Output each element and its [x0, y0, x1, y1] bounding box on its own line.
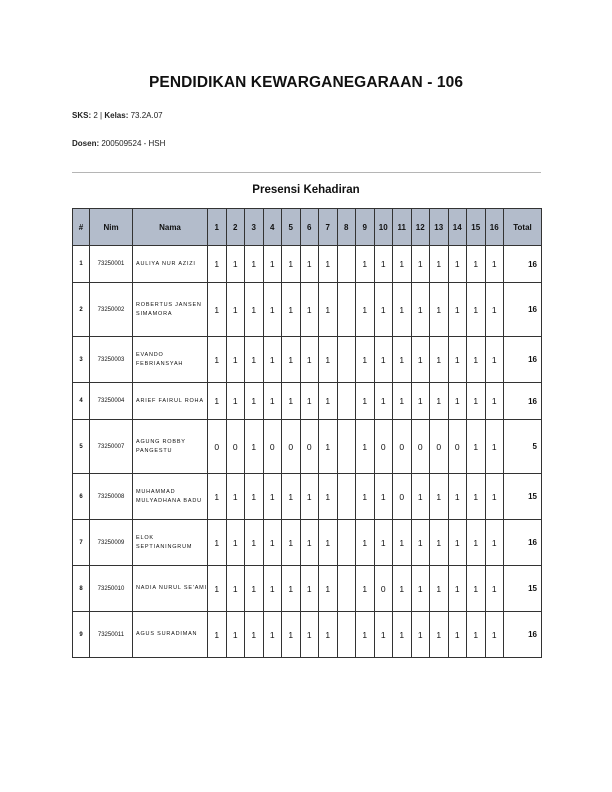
attendance-cell: 1 — [245, 283, 264, 337]
student-nim: 73250008 — [90, 474, 133, 520]
attendance-cell: 1 — [226, 383, 245, 420]
student-nim: 73250004 — [90, 383, 133, 420]
attendance-cell: 0 — [300, 420, 319, 474]
student-name: MUHAMMAD MULYADHANA BADU — [133, 474, 208, 520]
column-header: Nama — [133, 209, 208, 246]
attendance-cell: 1 — [356, 566, 375, 612]
student-nim: 73250002 — [90, 283, 133, 337]
student-name: AULIYA NUR AZIZI — [133, 246, 208, 283]
attendance-cell: 1 — [430, 383, 449, 420]
attendance-cell: 1 — [226, 283, 245, 337]
column-header: 5 — [282, 209, 301, 246]
attendance-cell: 1 — [411, 283, 430, 337]
attendance-total: 15 — [504, 474, 542, 520]
row-number: 8 — [73, 566, 90, 612]
attendance-cell: 0 — [411, 420, 430, 474]
column-header: # — [73, 209, 90, 246]
attendance-cell: 1 — [374, 474, 393, 520]
attendance-cell: 1 — [393, 383, 412, 420]
dosen-label: Dosen: — [72, 139, 100, 148]
attendance-cell: 1 — [300, 383, 319, 420]
attendance-cell: 1 — [300, 566, 319, 612]
attendance-cell: 0 — [263, 420, 282, 474]
attendance-cell: 1 — [300, 474, 319, 520]
column-header: Nim — [90, 209, 133, 246]
row-number: 5 — [73, 420, 90, 474]
dosen-value: 200509524 - HSH — [99, 139, 166, 148]
table-row — [73, 383, 542, 420]
row-number: 4 — [73, 383, 90, 420]
table-row — [73, 612, 542, 658]
attendance-cell — [337, 566, 356, 612]
student-nim: 73250003 — [90, 337, 133, 383]
attendance-cell: 1 — [226, 612, 245, 658]
attendance-cell: 1 — [208, 520, 227, 566]
attendance-cell: 1 — [282, 520, 301, 566]
attendance-cell: 1 — [245, 474, 264, 520]
attendance-cell: 1 — [226, 566, 245, 612]
column-header: 2 — [226, 209, 245, 246]
attendance-cell: 1 — [208, 383, 227, 420]
attendance-cell: 1 — [263, 612, 282, 658]
attendance-cell: 1 — [356, 520, 375, 566]
attendance-cell: 1 — [300, 337, 319, 383]
attendance-cell: 1 — [300, 283, 319, 337]
student-name: EVANDO FEBRIANSYAH — [133, 337, 208, 383]
attendance-cell: 1 — [411, 474, 430, 520]
column-header: 11 — [393, 209, 412, 246]
attendance-cell: 1 — [430, 520, 449, 566]
attendance-cell: 1 — [467, 566, 486, 612]
attendance-cell: 1 — [319, 566, 338, 612]
attendance-cell: 1 — [263, 566, 282, 612]
attendance-cell: 1 — [226, 337, 245, 383]
attendance-total: 16 — [504, 612, 542, 658]
attendance-cell — [337, 246, 356, 283]
attendance-cell: 1 — [467, 246, 486, 283]
attendance-cell: 1 — [263, 337, 282, 383]
attendance-cell: 1 — [263, 283, 282, 337]
attendance-cell: 1 — [485, 474, 504, 520]
attendance-cell: 1 — [467, 337, 486, 383]
attendance-cell: 1 — [245, 246, 264, 283]
table-row — [73, 337, 542, 383]
attendance-cell: 1 — [282, 337, 301, 383]
attendance-cell: 1 — [448, 612, 467, 658]
attendance-cell: 1 — [393, 520, 412, 566]
attendance-cell: 1 — [467, 474, 486, 520]
attendance-cell: 1 — [467, 612, 486, 658]
column-header: 4 — [263, 209, 282, 246]
attendance-cell: 1 — [467, 420, 486, 474]
row-number: 1 — [73, 246, 90, 283]
student-name: ARIEF FAIRUL ROHA — [133, 383, 208, 420]
attendance-cell: 1 — [263, 383, 282, 420]
student-nim: 73250009 — [90, 520, 133, 566]
attendance-cell: 1 — [485, 612, 504, 658]
sks-label: SKS: — [72, 111, 92, 120]
column-header: 9 — [356, 209, 375, 246]
attendance-cell: 1 — [411, 383, 430, 420]
attendance-cell: 1 — [245, 337, 264, 383]
attendance-cell: 1 — [411, 566, 430, 612]
attendance-cell: 1 — [374, 383, 393, 420]
attendance-cell: 1 — [430, 283, 449, 337]
sks-value: 2 | — [93, 111, 105, 120]
attendance-cell: 1 — [245, 520, 264, 566]
attendance-cell: 1 — [430, 337, 449, 383]
attendance-cell: 1 — [374, 246, 393, 283]
column-header: Total — [504, 209, 542, 246]
attendance-cell: 1 — [485, 420, 504, 474]
page-title: PENDIDIKAN KEWARGANEGARAAN - 106 — [148, 74, 464, 91]
attendance-cell: 1 — [319, 612, 338, 658]
column-header: 7 — [319, 209, 338, 246]
column-header: 3 — [245, 209, 264, 246]
kelas-value: 73.2A.07 — [128, 111, 163, 120]
attendance-cell: 1 — [282, 474, 301, 520]
table-row — [73, 520, 542, 566]
attendance-cell: 1 — [356, 612, 375, 658]
attendance-cell: 1 — [245, 566, 264, 612]
attendance-cell: 0 — [448, 420, 467, 474]
lecturer-info — [72, 139, 165, 148]
table-row — [73, 246, 542, 283]
attendance-cell — [337, 612, 356, 658]
attendance-cell: 0 — [430, 420, 449, 474]
attendance-cell: 1 — [448, 566, 467, 612]
column-header: 13 — [430, 209, 449, 246]
attendance-cell: 1 — [263, 520, 282, 566]
attendance-cell: 1 — [356, 246, 375, 283]
attendance-cell: 1 — [319, 246, 338, 283]
attendance-cell: 1 — [448, 283, 467, 337]
attendance-cell: 1 — [393, 566, 412, 612]
attendance-cell: 1 — [208, 283, 227, 337]
student-nim: 73250011 — [90, 612, 133, 658]
column-header: 10 — [374, 209, 393, 246]
attendance-cell: 1 — [263, 474, 282, 520]
attendance-cell: 1 — [356, 383, 375, 420]
attendance-cell: 1 — [448, 337, 467, 383]
attendance-cell: 0 — [393, 474, 412, 520]
attendance-cell: 1 — [448, 246, 467, 283]
column-header: 6 — [300, 209, 319, 246]
attendance-total: 15 — [504, 566, 542, 612]
attendance-cell: 1 — [300, 612, 319, 658]
attendance-cell — [337, 383, 356, 420]
attendance-total: 16 — [504, 383, 542, 420]
attendance-cell: 0 — [374, 420, 393, 474]
attendance-cell: 1 — [448, 474, 467, 520]
attendance-cell: 1 — [430, 566, 449, 612]
attendance-cell: 1 — [263, 246, 282, 283]
row-number: 6 — [73, 474, 90, 520]
table-header-row — [73, 209, 542, 246]
attendance-cell: 1 — [282, 566, 301, 612]
attendance-cell: 0 — [282, 420, 301, 474]
column-header: 15 — [467, 209, 486, 246]
student-name: AGUNG ROBBY PANGESTU — [133, 420, 208, 474]
attendance-cell: 1 — [319, 337, 338, 383]
attendance-cell — [337, 474, 356, 520]
attendance-cell: 1 — [374, 520, 393, 566]
attendance-cell: 1 — [226, 474, 245, 520]
attendance-cell: 1 — [282, 283, 301, 337]
row-number: 7 — [73, 520, 90, 566]
attendance-cell: 1 — [430, 474, 449, 520]
attendance-cell: 1 — [282, 612, 301, 658]
attendance-cell: 1 — [319, 474, 338, 520]
table-body — [73, 246, 542, 658]
attendance-cell: 1 — [356, 420, 375, 474]
attendance-cell: 1 — [208, 612, 227, 658]
attendance-total: 16 — [504, 283, 542, 337]
column-header: 16 — [485, 209, 504, 246]
course-info — [72, 111, 163, 120]
attendance-cell: 1 — [300, 520, 319, 566]
attendance-cell: 1 — [411, 337, 430, 383]
attendance-cell: 0 — [393, 420, 412, 474]
attendance-cell: 1 — [485, 283, 504, 337]
attendance-cell: 0 — [226, 420, 245, 474]
attendance-cell: 1 — [208, 474, 227, 520]
table-row — [73, 283, 542, 337]
section-title: Presensi Kehadiran — [252, 184, 360, 196]
attendance-cell: 1 — [393, 612, 412, 658]
attendance-cell: 1 — [208, 566, 227, 612]
attendance-cell: 1 — [300, 246, 319, 283]
attendance-cell: 1 — [374, 612, 393, 658]
attendance-cell: 1 — [448, 520, 467, 566]
attendance-cell: 1 — [282, 383, 301, 420]
attendance-cell: 1 — [208, 337, 227, 383]
attendance-cell: 1 — [245, 383, 264, 420]
student-nim: 73250001 — [90, 246, 133, 283]
student-name: AGUS SURADIMAN — [133, 612, 208, 658]
student-name: ROBERTUS JANSEN SIMAMORA — [133, 283, 208, 337]
attendance-total: 16 — [504, 337, 542, 383]
student-name: ELOK SEPTIANINGRUM — [133, 520, 208, 566]
attendance-cell: 1 — [226, 246, 245, 283]
attendance-total: 16 — [504, 246, 542, 283]
attendance-total: 5 — [504, 420, 542, 474]
attendance-cell: 1 — [467, 520, 486, 566]
attendance-cell: 1 — [208, 246, 227, 283]
attendance-cell: 1 — [374, 337, 393, 383]
row-number: 9 — [73, 612, 90, 658]
attendance-cell: 1 — [411, 612, 430, 658]
attendance-cell — [337, 337, 356, 383]
table-row — [73, 420, 542, 474]
student-nim: 73250007 — [90, 420, 133, 474]
attendance-cell: 1 — [319, 283, 338, 337]
attendance-cell: 1 — [485, 337, 504, 383]
attendance-cell: 1 — [356, 283, 375, 337]
attendance-cell: 1 — [485, 520, 504, 566]
attendance-cell: 1 — [374, 283, 393, 337]
attendance-table — [72, 208, 542, 658]
row-number: 2 — [73, 283, 90, 337]
column-header: 8 — [337, 209, 356, 246]
column-header: 12 — [411, 209, 430, 246]
column-header: 14 — [448, 209, 467, 246]
attendance-cell — [337, 520, 356, 566]
attendance-cell: 1 — [245, 612, 264, 658]
student-name: NADIA NURUL SE'AMI — [133, 566, 208, 612]
attendance-cell: 1 — [226, 520, 245, 566]
column-header: 1 — [208, 209, 227, 246]
attendance-cell: 1 — [430, 246, 449, 283]
table-row — [73, 474, 542, 520]
attendance-cell: 1 — [393, 337, 412, 383]
table-row — [73, 566, 542, 612]
attendance-cell — [337, 420, 356, 474]
attendance-cell: 1 — [485, 383, 504, 420]
attendance-cell: 0 — [208, 420, 227, 474]
attendance-cell: 1 — [319, 420, 338, 474]
attendance-cell: 1 — [393, 246, 412, 283]
attendance-cell: 1 — [467, 283, 486, 337]
attendance-cell: 1 — [319, 520, 338, 566]
attendance-cell: 0 — [374, 566, 393, 612]
attendance-cell: 1 — [467, 383, 486, 420]
attendance-cell: 1 — [485, 566, 504, 612]
attendance-cell: 1 — [245, 420, 264, 474]
student-nim: 73250010 — [90, 566, 133, 612]
kelas-label: Kelas: — [104, 111, 129, 120]
attendance-cell: 1 — [485, 246, 504, 283]
attendance-cell — [337, 283, 356, 337]
attendance-cell: 1 — [356, 337, 375, 383]
attendance-cell: 1 — [319, 383, 338, 420]
attendance-cell: 1 — [411, 520, 430, 566]
row-number: 3 — [73, 337, 90, 383]
attendance-cell: 1 — [393, 283, 412, 337]
attendance-cell: 1 — [430, 612, 449, 658]
attendance-cell: 1 — [411, 246, 430, 283]
attendance-cell: 1 — [282, 246, 301, 283]
divider — [72, 172, 541, 173]
attendance-total: 16 — [504, 520, 542, 566]
attendance-cell: 1 — [356, 474, 375, 520]
attendance-cell: 1 — [448, 383, 467, 420]
